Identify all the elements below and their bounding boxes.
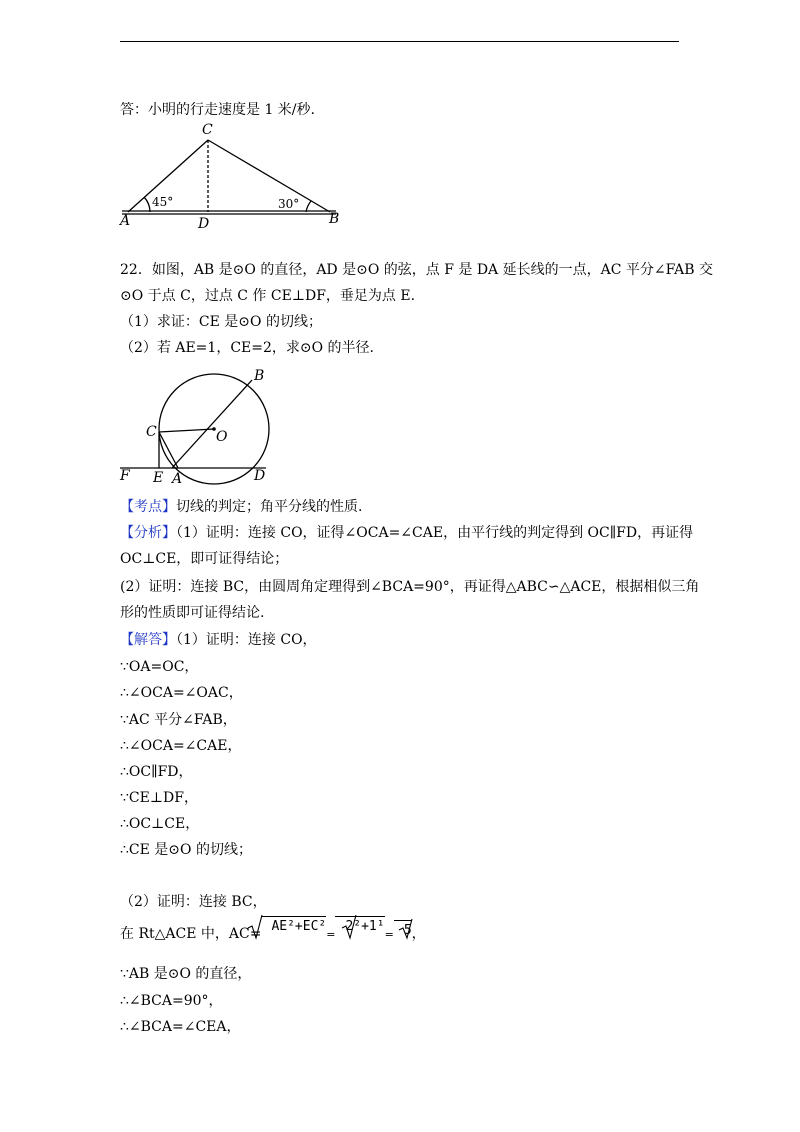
fig2-label-d: D <box>254 468 266 484</box>
jieda-step-1: ∵OA=OC， <box>120 659 199 675</box>
rt-prefix: 在 Rt△ACE 中，AC= <box>120 926 262 942</box>
jieda-step-2: ∴∠OCA=∠OAC， <box>120 685 243 701</box>
sqrt-expression-3: 5 <box>394 920 412 941</box>
jieda-step-8: ∴CE 是⊙O 的切线； <box>120 842 252 858</box>
fenxi-line-4: 形的性质即可证得结论. <box>120 605 265 621</box>
jieda2-step-2: ∴∠BCA=90°， <box>120 993 223 1009</box>
sqrt-expression-2: 2²+1¹ <box>335 916 384 937</box>
jieda-step-4: ∴∠OCA=∠CAE， <box>120 738 242 754</box>
jieda-step-3: ∵AC 平分∠FAB， <box>120 712 237 728</box>
fig2-label-c: C <box>146 424 157 440</box>
fig1-label-b: B <box>329 211 340 227</box>
fenxi-tag: 【分析】 <box>120 525 176 541</box>
rt-line: 在 Rt△ACE 中，AC= AE²+EC²=2²+1¹= 5， <box>120 924 426 945</box>
jieda2-step-1: ∵AB 是⊙O 的直径， <box>120 966 252 982</box>
fig2-label-e: E <box>153 470 164 486</box>
fig1-label-c: C <box>202 122 213 138</box>
fenxi-line-2: OC⊥CE，即可证得结论； <box>120 551 289 567</box>
fenxi-text-1: （1）证明：连接 CO，证得∠OCA=∠CAE，由平行线的判定得到 OC∥FD，再证得 <box>176 525 694 541</box>
fig1-angle-45: 45° <box>152 195 174 209</box>
fig2-label-f: F <box>120 468 130 484</box>
kaodian-tag: 【考点】 <box>120 499 176 515</box>
problem-line-2: ⊙O 于点 C，过点 C 作 CE⊥DF，垂足为点 E. <box>120 288 416 304</box>
problem-question-2: （2）若 AE=1，CE=2，求⊙O 的半径. <box>120 340 375 356</box>
kaodian-text: 切线的判定；角平分线的性质. <box>176 499 363 515</box>
part2-first: （2）证明：连接 BC， <box>120 894 267 910</box>
jieda-step-5: ∴OC∥FD， <box>120 764 193 780</box>
fig2-label-b: B <box>254 368 265 384</box>
jieda2-step-3: ∴∠BCA=∠CEA， <box>120 1019 241 1035</box>
fig2-label-o: O <box>216 429 228 445</box>
problem-question-1: （1）求证：CE 是⊙O 的切线； <box>120 314 322 330</box>
sqrt-expression-1: AE²+EC² <box>261 916 326 937</box>
jieda-step-7: ∴OC⊥CE， <box>120 816 200 832</box>
fig1-label-d: D <box>198 216 210 232</box>
fig1-angle-30: 30° <box>278 197 300 211</box>
answer-line: 答：小明的行走速度是 1 米/秒. <box>120 102 315 118</box>
fig2-label-a: A <box>172 471 183 487</box>
jieda-first: （1）证明：连接 CO， <box>176 632 317 648</box>
fig1-label-a: A <box>120 213 131 229</box>
jieda-tag: 【解答】 <box>120 632 176 648</box>
jieda-step-6: ∵CE⊥DF， <box>120 790 198 806</box>
problem-line-1: 22．如图，AB 是⊙O 的直径，AD 是⊙O 的弦，点 F 是 DA 延长线的一点，AC 平分∠FAB 交 <box>120 262 713 278</box>
fenxi-line-3: (2）证明：连接 BC，由圆周角定理得到∠BCA=90°，再证得△ABC∽△ACE，根据相似三角 <box>120 579 700 595</box>
